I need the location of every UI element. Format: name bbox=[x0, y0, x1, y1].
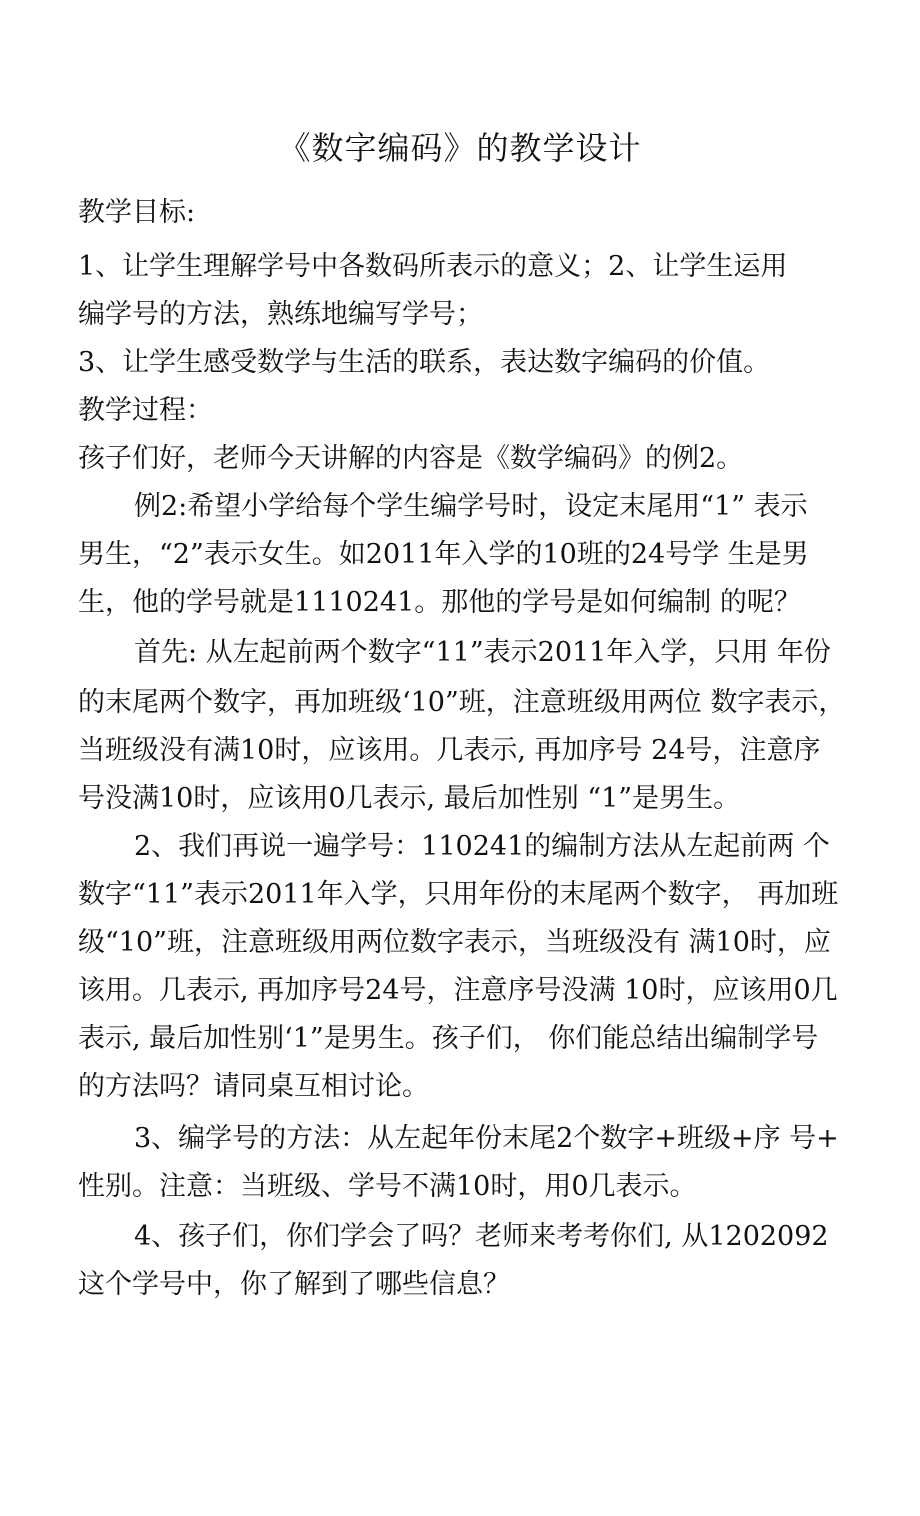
paragraph-line: 号没满10时，应该用0几表示, 最后加性别 “1”是男生。 bbox=[78, 783, 741, 814]
paragraph-line: 2、我们再说一遍学号：110241的编制方法从左起前两 个 bbox=[134, 831, 830, 862]
section-heading-objectives: 教学目标: bbox=[78, 197, 196, 228]
paragraph-line: 的方法吗？请同桌互相讨论。 bbox=[78, 1071, 429, 1102]
paragraph-line: 例2:希望小学给每个学生编学号时，设定末尾用“1” 表示 bbox=[134, 491, 808, 522]
paragraph-line: 编学号的方法，熟练地编写学号； bbox=[78, 299, 483, 330]
paragraph-line: 生，他的学号就是1110241。那他的学号是如何编制 的呢？ bbox=[78, 587, 801, 618]
paragraph-line: 首先: 从左起前两个数字“11”表示2011年入学，只用 年份 bbox=[134, 637, 831, 668]
paragraph-line: 的末尾两个数字，再加班级‘10”班，注意班级用两位 数字表示， bbox=[78, 687, 846, 718]
paragraph-line: 表示, 最后加性别‘1”是男生。孩子们， 你们能总结出编制学号 bbox=[78, 1023, 819, 1054]
paragraph-line: 3、编学号的方法：从左起年份末尾2个数字+班级+序 号+ bbox=[134, 1123, 839, 1154]
paragraph-line: 4、孩子们，你们学会了吗？老师来考考你们, 从1202092 bbox=[134, 1221, 829, 1252]
paragraph-line: 3、让学生感受数学与生活的联系，表达数字编码的价值。 bbox=[78, 347, 771, 378]
paragraph-line: 1、让学生理解学号中各数码所表示的意义；2、让学生运用 bbox=[78, 251, 788, 282]
paragraph-line: 该用。几表示, 再加序号24号，注意序号没满 10时，应该用0几 bbox=[78, 975, 838, 1006]
paragraph-line: 当班级没有满10时，应该用。几表示, 再加序号 24号，注意序 bbox=[78, 735, 821, 766]
paragraph-line: 这个学号中，你了解到了哪些信息？ bbox=[78, 1269, 510, 1300]
paragraph-line: 男生，“2”表示女生。如2011年入学的10班的24号学 生是男 bbox=[78, 539, 809, 570]
section-heading-process: 教学过程： bbox=[78, 395, 213, 426]
paragraph-line: 数字“11”表示2011年入学，只用年份的末尾两个数字， 再加班 bbox=[78, 879, 839, 910]
paragraph-line: 孩子们好，老师今天讲解的内容是《数学编码》的例2。 bbox=[78, 443, 744, 474]
paragraph-line: 性别。注意：当班级、学号不满10时，用0几表示。 bbox=[78, 1171, 697, 1202]
paragraph-line: 级“10”班，注意班级用两位数字表示，当班级没有 满10时，应 bbox=[78, 927, 831, 958]
document-title: 《数字编码》的教学设计 bbox=[278, 129, 642, 167]
